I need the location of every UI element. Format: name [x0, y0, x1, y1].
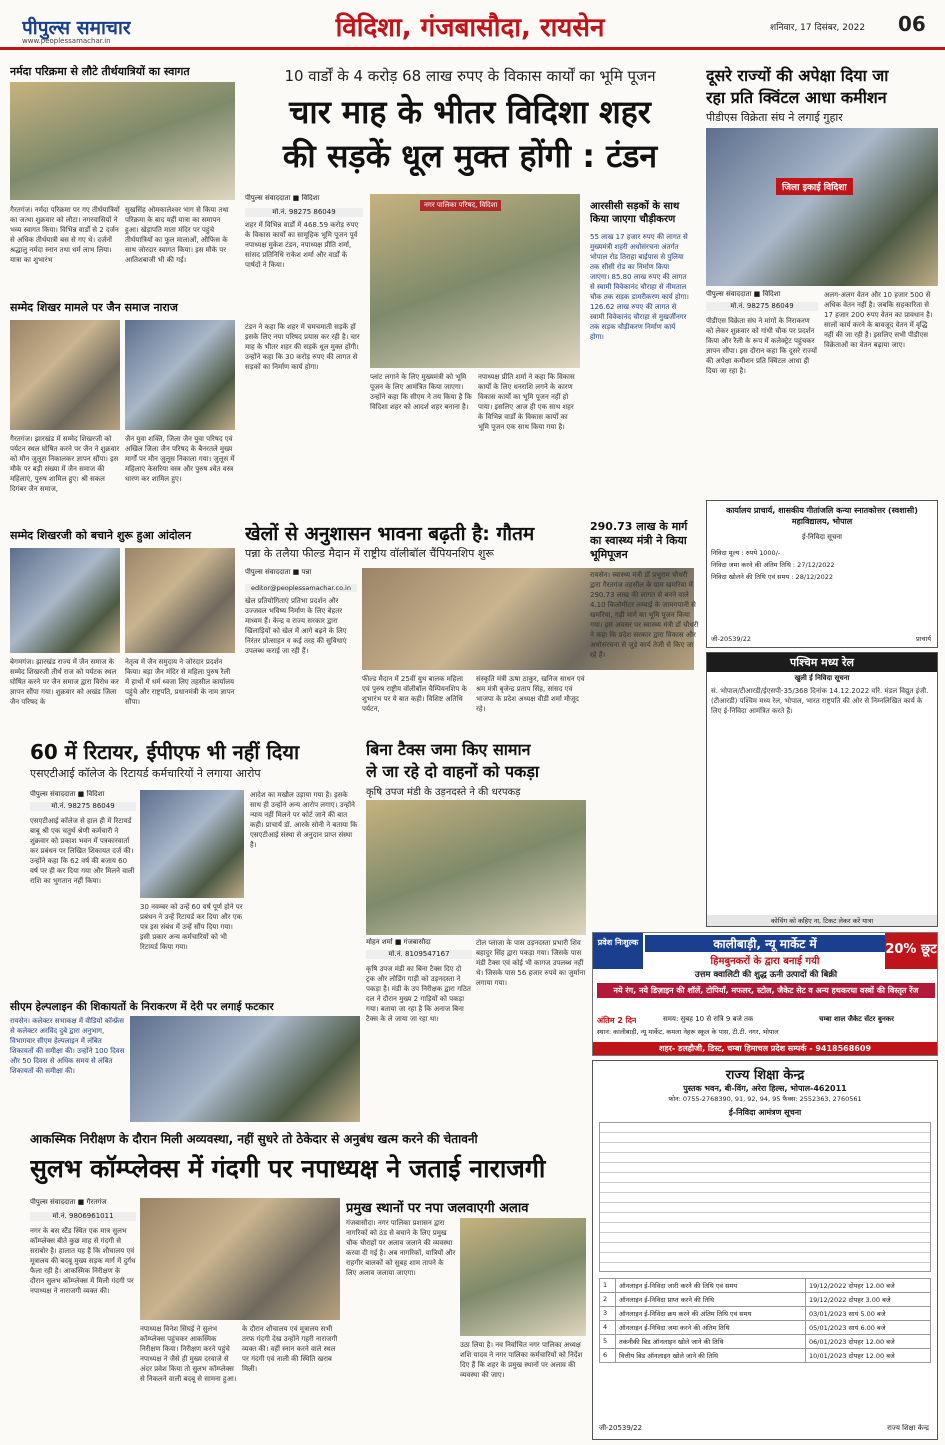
ad1-item-1: निविदा मूल्य : रुपये 1000/-: [711, 549, 781, 557]
ad4-cell-no: 2: [600, 1293, 616, 1306]
ad4-schedule-table: [599, 1278, 931, 1363]
sports-byline-name: पीपुल्स संवाददाता: [245, 568, 291, 576]
ad4-cell-desc: तकनीकी बिड ऑनलाइन खोले जाने की तिथि: [616, 1335, 806, 1348]
s2-body: गैरतगंज। झारखंड में सम्मेद शिखरजी को पर्यटन स्थल घोषित करने पर जैन ने शुक्रवार को मौन जुलूस निकालकर ज्ञापन सौंपा। इस मौके पर बड़ी संख्या में जैन समाज की महिलाएं, पुरुष शामिल हुए। श्री सकल दिगंबर जैन समाज,: [10, 435, 120, 493]
tax-headline-1: बिना टैक्स जमा किए सामान: [366, 740, 531, 759]
ret-headline: 60 में रिटायर, ईपीएफ भी नहीं दिया: [30, 740, 300, 764]
ad4-cell-desc: वित्तीय बिड ऑनलाइन खोले जाने की तिथि: [616, 1349, 806, 1362]
sports-kicker: पन्ना के तलैया फील्ड मैदान में राष्ट्रीय वॉलीबॉल चैंपियनशिप शुरू: [245, 547, 494, 560]
lead-body-1: शहर में विभिन्न वार्डों में 468.59 करोड़ रुपए के विकास कार्यों का सामूहिक भूमि पूजन पूर्व नपाध्यक्ष मुकेश टंडन, नपाध्यक्ष प्रीति शर्मा, सांसद प्रतिनिधि राकेश शर्मा और वार्डों के पार्षदों ने किया।: [245, 221, 359, 269]
ad4-notice: ई-निविदा आमंत्रण सूचना: [728, 1108, 802, 1117]
bottom-kicker: आकस्मिक निरीक्षण के दौरान मिली अव्यवस्था, नहीं सुधरे तो ठेकेदार से अनुबंध खत्म करने की चेतावनी: [30, 1132, 478, 1146]
bottom-body-3: के दौरान शौचालय एवं मूत्रालय सभी तरफ गंदगी देख उन्होंने गहरी नाराजगी व्यक्त की। वहीं स्नान करने वाले स्थल पर गंदगी एवं नाली की स्थिति खराब मिली।: [242, 1325, 338, 1373]
lead-byline: पीपुल्स संवाददाता ■ विदिशा: [245, 194, 320, 202]
paper-logo: पीपुल्स समाचार: [22, 17, 131, 39]
ret-byline-place: विदिशा: [86, 790, 105, 798]
alav-headline: प्रमुख स्थानों पर नपा जलवाएगी अलाव: [346, 1201, 529, 1216]
tax-byline-name: मोहन शर्मा: [366, 938, 393, 946]
masthead: [0, 0, 945, 50]
right1-kicker: पीडीएस विक्रेता संघ ने लगाई गुहार: [706, 111, 843, 124]
side1-body: 55 लाख 17 हजार रुपए की लागत से मुख्यमंत्री शहरी अधोसंरचना अंतर्गत भोपाल रोड तिराहा बाईपास से पुलिया तक सीसी रोड का निर्माण किया जाएगा। 85.80 लाख रुपए की लागत से स्वामी विवेकानंद चौराहा से नीमताल चौक तक सड़क डामरीकरण कार्य होगा। 126.62 लाख रुपए की लागत से स्वामी विवेकानंद चौराहा से मुखर्जीनगर तक सड़क चौड़ीकरण निर्माण कार्य होगा।: [590, 233, 689, 341]
ad4-cell-no: 6: [600, 1349, 616, 1362]
ad4-table-text-block: [599, 1122, 931, 1272]
lead-body-2: टंडन ने कहा कि शहर में चमचमाती सड़कें हों इसके लिए नया परिषद प्रयास कर रही है। चार माह के भीतर शहर की सड़कें धूल मुक्त होंगी। उन्होंने कहा कि 30 करोड़ रुपए की लागत से सड़कों का निर्माण कार्य होगा।: [245, 323, 360, 371]
ad3-wool-sale: [592, 932, 938, 1056]
ad1-item-2: निविदा जमा करने की अंतिम तिथि : 27/12/2022: [711, 561, 835, 569]
ad4-tender-notice: [592, 1060, 938, 1440]
ad1-item-3: निविदा खोलने की तिथि एवं समय : 28/12/2022: [711, 573, 834, 581]
lead-byline-place: विदिशा: [301, 194, 320, 202]
lead-mobile: मो.नं. 98275 86049: [245, 208, 363, 217]
sports-body-2: फील्ड मैदान में 25वीं युथ बालक महिला एवं पुरुष राष्ट्रीय वॉलीबॉल चैम्पियनशिप के शुभारंभ पर ये बात कही। विशिष्ट अतिथि पर्यटन,: [362, 675, 467, 713]
ret-byline: पीपुल्स संवाददाता ■ विदिशा: [30, 790, 105, 798]
bottom-mobile: मो.नं. 9806961011: [30, 1212, 136, 1221]
ret-body: एसएटीआई कॉलेज से हाल ही में रिटायर्ड बाबू श्री एक चतुर्थ श्रेणी कर्मचारी ने शुक्रवार को प्रकाश भवन में पत्रकारवार्ता कर प्रबंधन पर लिखित शिकायत दर्ज की। उन्होंने कहा कि 62 वर्ष की बजाय 60 वर्ष पर ही कर दिया गया और मिलने वाली राशि का भुगतान नहीं किया।: [30, 817, 135, 885]
ad4-cell-desc: ऑनलाइन ई-निविदा क्रय करने की अंतिम तिथि एवं समय: [616, 1307, 806, 1320]
ad2-railway-notice: [706, 652, 938, 927]
ad4-cell-no: 5: [600, 1335, 616, 1348]
ad4-sign: राज्य शिक्षा केन्द्र: [887, 1424, 929, 1432]
ad4-cell-no: 3: [600, 1307, 616, 1320]
ad4-cell-desc: ऑनलाइन ई-निविदा जमा करने की अंतिम तिथि: [616, 1321, 806, 1334]
s1-photo: [10, 82, 235, 200]
ad2-body: सं. भोपाल/टीआरडी/ईएसपी-35/368 दिनांक 14.12.2022 वरि. मंडल विद्युत इंजी. (टीआरडी) पश्चिम मध्य रेल, भोपाल, भारत राष्ट्रपति की ओर से निम्नलिखित कार्य के लिए ई-निविदा आमंत्रित करते हैं।: [711, 687, 929, 715]
ad3-title: कालीबाड़ी, न्यू मार्केट में: [645, 935, 885, 952]
ad1-sign: प्राचार्य: [916, 635, 931, 643]
s3-photo-2: [125, 548, 235, 653]
alav-body-2: उठा लिया है। नव निर्वाचित नगर पालिका अध्यक्ष शशि यादव ने नगर पालिका कर्मचारियों को निर्देश दिए हैं कि शहर के प्रमुख स्थानों पर अलाव की व्यवस्था की जाए।: [460, 1341, 583, 1379]
ad4-cell-date: 06/01/2023 दोपहर 12.00 बजे: [809, 1338, 895, 1346]
s1-title: नर्मदा परिक्रमा से लौटे तीर्थयात्रियों का स्वागत: [10, 65, 190, 78]
ad1-college-name: कार्यालय प्राचार्य, शासकीय गीतांजलि कन्या स्नातकोत्तर (स्वशासी) महाविद्यालय, भोपाल: [726, 506, 918, 526]
ad4-cell-desc: ऑनलाइन ई-निविदा प्राप्त करने की तिथि: [616, 1293, 806, 1306]
sports-body: खेल प्रतियोगिताएं प्रतिभा प्रदर्शन और उज्जवल भविष्य निर्माण के लिए बेहतर माध्यम हैं। केन्द्र व राज्य सरकार द्वारा खिलाड़ियों को खेल में आगे बढ़ने के लिए निरंतर प्रोत्साहन व कई तरह की सुविधाएं उपलब्ध कराई जा रही हैं।: [245, 597, 347, 655]
alav-photo: [460, 1218, 586, 1336]
right1-mobile: मो.नं. 98275 86049: [706, 302, 818, 311]
ad4-row: [600, 1293, 930, 1307]
ad3-badge-1: प्रवेश निःशुल्क: [593, 933, 643, 969]
ad4-row: [600, 1279, 930, 1293]
ad2-sub: खुली ई निविदा सूचना: [794, 674, 850, 682]
section-title: विदिशा, गंजबासौदा, रायसेन: [335, 13, 605, 43]
ret-kicker: एसएटीआई कॉलेज के रिटायर्ड कर्मचारियों ने लगाया आरोप: [30, 767, 261, 780]
ad4-phone: फोन: 0755-2768390, 91, 92, 94, 95 फैक्स: 2552363, 2760561: [668, 1095, 862, 1103]
right1-byline: पीपुल्स संवाददाता ■ विदिशा: [706, 290, 781, 298]
ret-photo: [140, 790, 244, 898]
ad4-cell-date: 05/01/2023 सायं 6.00 बजे: [809, 1324, 886, 1332]
lead-photo: [370, 194, 580, 368]
right1-byline-name: पीपुल्स संवाददाता: [706, 290, 752, 298]
right1-byline-place: विदिशा: [762, 290, 781, 298]
lead-headline-2: की सड़कें धूल मुक्त होंगी : टंडन: [282, 137, 658, 175]
ad3-phone: शहर- डलहौजी, डिस्ट, चम्बा हिमाचल प्रदेश सम्पर्क - 9418568609: [593, 1042, 937, 1055]
tax-headline-2: ले जा रहे दो वाहनों को पकड़ा: [366, 762, 540, 781]
bottom-headline: सुलभ कॉम्प्लेक्स में गंदगी पर नपाध्यक्ष ने जताई नाराजगी: [30, 1154, 546, 1183]
ret-byline-name: पीपुल्स संवाददाता: [30, 790, 76, 798]
ad4-ref: जी-20539/22: [599, 1424, 643, 1432]
s2-photo-2: [125, 320, 235, 430]
lead-kicker: 10 वार्डों के 4 करोड़ 68 लाख रुपए के विकास कार्यों का भूमि पूजन: [284, 67, 656, 85]
lead-body-4: नपाध्यक्ष प्रीति शर्मा ने कहा कि विकास कार्यों के लिए धनराशि लगने के कारण विकास कार्यों का भूमि पूजन नहीं हो पाया। इसलिए आज ही एक साथ शहर के विभिन्न वार्डों के विकास कार्यों का भूमि पूजन एक साथ किया गया है।: [478, 373, 575, 431]
s3-title: सम्मेद शिखरजी को बचाने शुरू हुआ आंदोलन: [10, 529, 192, 542]
s2-body2: जैन युवा शक्ति, जिला जैन युवा परिषद एवं अखिल जिला जैन परिषद के बैनरतले मुख्य मार्गों पर मौन जुलूस निकाला गया। जुलूस में महिलाएं केसरिया वस्त्र और पुरुष श्वेत वस्त्र धारण कर शामिल हुए।: [125, 435, 235, 483]
ret-body-2: 30 नवम्बर को उन्हें 60 वर्ष पूर्ण होने पर प्रबंधन ने उन्हें रिटायर्ड कर दिया और एक पत्र इस संबंध में उन्हें सौंप दिया गया। इसी प्रकार अन्य कर्मचारियों को भी रिटायर्ड किया गया।: [140, 903, 243, 951]
ad3-items: नये रंग, नये डिज़ाइन की शॉलें, टोपियाँ, मफलर, स्टोल, जैकेट सेट व अन्य हथकरघा वस्त्रों की विस्तृत रेंज: [597, 983, 935, 998]
ad4-row: [600, 1307, 930, 1321]
s1-body: गैरतगंज। नर्मदा परिक्रमा पर गए तीर्थयात्रियों का जत्था शुक्रवार को लौटा। नगरवासियों ने भव्य स्वागत किया। विभिन्न वार्डों से 2 दर्जन से अधिक तीर्थयात्री बस से गए थे। दर्जनों श्रद्धालु नर्मदा स्नान तथा धर्म लाभ लिया। यात्रा का शुभारंभ: [10, 206, 120, 264]
cm-headline: सीएम हेल्पलाइन की शिकायतों के निराकरण में देरी पर लगाई फटकार: [10, 1001, 274, 1013]
tax-body-2: टोल प्लाजा के पास उड़नदस्ता प्रभारी शिव बहादुर सिंह द्वारा पकड़ा गया। जिसके पास मंडी टैक्स एवं कोई भी कागज उपलब्ध नहीं थे। जिसके पास 56 हजार रुपये का जुर्माना लगाया गया।: [476, 939, 586, 987]
s1-body2: सुखसिंह ओमकालेश्वर भाग से किया तथा परिक्रमा के बाद यहीं यात्रा का समापन हुआ। खेड़ापति माता मंदिर पर पहुंचे तीर्थयात्रियों का फूल मालाओं, औफिस के साथ जोरदार स्वागत किया। इस मौके पर आतिशबाजी भी की गई।: [125, 206, 229, 264]
page-number: 06: [898, 12, 926, 36]
side1-title: आरसीसी सड़कों के साथ किया जाएगा चौड़ीकरण: [590, 201, 680, 225]
site-url: www.peoplessamachar.in: [22, 37, 111, 45]
bottom-byline-place: गैरतगंज: [86, 1198, 107, 1206]
ret-mobile: मो.नं. 98275 86049: [30, 802, 136, 811]
cm-photo: [130, 1016, 360, 1122]
ad4-cell-date: 10/01/2023 दोपहर 12.00 बजे: [809, 1352, 895, 1360]
ad1-ref: जी-20539/22: [711, 635, 751, 643]
bottom-byline: पीपुल्स संवाददाता ■ गैरतगंज: [30, 1198, 107, 1206]
tax-kicker: कृषि उपज मंडी के उड़नदस्ते ने की धरपकड़: [366, 787, 521, 798]
tax-mobile: मो.नं. 8109547167: [366, 950, 472, 959]
lead-headline-1: चार माह के भीतर विदिशा शहर: [289, 93, 651, 131]
right1-body-2: अलग-अलग वेतन और 10 हजार 500 से अधिक वेतन नहीं है। जबकि सहकारिता से 17 हजार 200 रुपए वेतन का प्रावधान है। सालों कार्य करने के बावजूद वेतन में वृद्धि नहीं की जा रही है। इसलिए सभी पीडीएस विक्रेताओं का वेतन बढ़ाया जाए।: [824, 291, 933, 349]
ad4-row: [600, 1335, 930, 1349]
s3-body: बेगमगंज। झारखंड राज्य में जैन समाज के सम्मेद शिखरजी तीर्थ राज को पर्यटक स्थल घोषित करने पर जैन समाज द्वारा विरोध कर ज्ञापन सौंपा गया। शुक्रवार को अखंड जिला जैन परिषद के: [10, 658, 119, 706]
ad2-footer: कोचिंग को कहिए ना, टिकट लेकर करें यात्रा: [707, 915, 937, 926]
ad4-cell-no: 1: [600, 1279, 616, 1292]
ad3-sub: हिमबुनकरों के द्वारा बनाई गयी: [710, 956, 820, 967]
sports-headline: खेलों से अनुशासन भावना बढ़ती है: गौतम: [245, 523, 535, 545]
ad4-cell-date: 03/01/2023 सायं 5.00 बजे: [809, 1310, 886, 1318]
s2-photo-1: [10, 320, 120, 430]
s2-title: सम्मेद शिखर मामले पर जैन समाज नाराज: [10, 301, 178, 314]
ad3-badge-2: 20% छूट: [885, 933, 937, 969]
lead-photo-banner: नगर पालिका परिषद, विदिशा: [420, 200, 501, 211]
ad3-time: समय: सुबह 10 से रात्रि 9 बजे तक: [663, 1015, 754, 1023]
right1-headline-1: दूसरे राज्यों की अपेक्षा दिया जा: [706, 66, 889, 85]
tax-byline-place: गंजबासौदा: [403, 938, 431, 946]
bottom-body-2: नपाध्यक्ष विनेश सिंघई ने सुलभ कॉम्प्लेक्स पहुंचकर आकस्मिक निरीक्षण किया। निरीक्षण करने पहुंचे नपाध्यक्ष ने जैसे ही मुख्य दरवाजे से अंदर प्रवेश किया तो सुलभ कॉम्प्लेक्स से निकलने वाली बदबू से सामना हुआ।: [140, 1325, 237, 1383]
sports-body-3: संस्कृति मंत्री ऊषा ठाकुर, खनिज साधन एवं श्रम मंत्री बृजेन्द्र प्रताप सिंह, सांसद एवं भाजपा के प्रदेश अध्यक्ष वीडी शर्मा मौजूद रहे।: [476, 675, 585, 713]
sports-byline: पीपुल्स संवाददाता ■ पन्ना: [245, 568, 312, 576]
bottom-body: नगर के बस स्टैंड स्थित एक मात्र सुलभ कॉम्प्लेक्स बीते कुछ माह से गंदगी से सराबोर है। हालात यह हैं कि शौचालय एवं मूत्रालय की बदबू मुख्य सड़क मार्ग में दुर्गंध फैला रही है। आकस्मिक निरीक्षण के दौरान सुलभ कॉम्प्लेक्स में मिली गंदगी पर नपाध्यक्ष ने नाराजगी व्यक्त की।: [30, 1227, 136, 1295]
ad3-addr: स्थान: कालीबाड़ी, न्यू मार्केट, कमला नेहरू स्कूल के पास, टी.टी. नगर, भोपाल: [597, 1028, 779, 1036]
issue-date: शनिवार, 17 दिसंबर, 2022: [770, 23, 866, 33]
ad3-org: चम्बा शाल जैकेट सेंटर बुनकर: [819, 1015, 894, 1023]
ad2-title: पश्चिम मध्य रेल: [707, 653, 937, 672]
right1-headline-2: रहा प्रति क्विंटल आधा कमीशन: [706, 88, 887, 107]
right1-photo: [706, 128, 938, 286]
ad3-sub-2: उत्तम क्वालिटी की शुद्ध ऊनी उत्पादों की बिक्री: [694, 970, 838, 980]
ad4-cell-date: 19/12/2022 दोपहर 12.00 बजे: [809, 1282, 895, 1290]
ad4-cell-no: 4: [600, 1321, 616, 1334]
tax-photo: [366, 800, 586, 935]
ad4-cell-date: 19/12/2022 दोपहर 3.00 बजे: [809, 1296, 891, 1304]
right1-photo-banner: जिला इकाई विदिशा: [776, 178, 853, 195]
ad4-cell-desc: ऑनलाइन ई-निविदा जारी करने की तिथि एवं समय: [616, 1279, 806, 1292]
ad4-addr: पुस्तक भवन, बी-विंग, अरेरा हिल्स, भोपाल-462011: [683, 1084, 847, 1093]
lead-byline-name: पीपुल्स संवाददाता: [245, 194, 291, 202]
sports-email: editor@peoplessamachar.co.in: [245, 584, 357, 592]
sports-byline-place: पन्ना: [301, 568, 312, 576]
alav-body: गंजबासौदा। नगर पालिका प्रशासन द्वारा नागरिकों को ठंड से बचाने के लिए प्रमुख चौक चौराहों पर अलाव जलाने की व्यवस्था करवा दी गई है। अब नागरिकों, यात्रियों और राहगीर बालकों को सुबह शाम तापने के लिए अलाव जलाया जाएगा।: [346, 1219, 456, 1277]
ad1-college-notice: [706, 500, 938, 648]
s3-photo-1: [10, 548, 120, 653]
ad3-last-days: अंतिम 2 दिन: [597, 1016, 637, 1025]
lead-body-3: प्लांट लगाने के लिए मुख्यमंत्री को भूमि पूजन के लिए आमंत्रित किया जाएगा। उन्होंने कहा कि सीएम ने तय किया है कि विदिशा शहर को आदर्श शहर बनाना है।: [370, 373, 472, 411]
ret-body-3: आदेश का मखौल उड़ाया गया है। इसके साथ ही उन्होंने अन्य आरोप लगाए। उन्होंने न्याय नहीं मिलने पर कोर्ट जाने की बात कही। प्राचार्य डॉ. आरके सोनी ने बताया कि एसएटीआई संस्था से अनुदान प्राप्त संस्था है।: [250, 791, 358, 849]
bottom-byline-name: पीपुल्स संवाददाता: [30, 1198, 76, 1206]
health-headline: 290.73 लाख के मार्ग का स्वास्थ्य मंत्री ने किया भूमिपूजन: [590, 520, 688, 561]
s3-body2: नेतृत्व में जैन समुदाय ने जोरदार प्रदर्शन किया। बड़ा जैन मंदिर से महिला पुरुष रैली में हाथों में धर्म ध्वजा लिए तहसील कार्यालय पहुंचे और राष्ट्रपति, प्रधानमंत्री के नाम ज्ञापन सौंपा।: [125, 658, 235, 706]
ad4-row: [600, 1349, 930, 1363]
tax-body: कृषि उपज मंडी का बिना टैक्स दिए दो ट्रक और लोडिंग गाड़ी को उड़नदस्ता ने पकड़ा है। मंडी के उप निरीक्षक द्वारा गठित दल ने दौरान मुख्य 2 गाड़ियों को पकड़ा गया। बताया जा रहा है कि अनाज बिना टैक्स के ले जाया जा रहा था।: [366, 965, 471, 1023]
tax-byline: मोहन शर्मा ■ गंजबासौदा: [366, 938, 431, 946]
bottom-photo: [140, 1198, 340, 1320]
ad4-title: राज्य शिक्षा केन्द्र: [725, 1068, 805, 1083]
cm-body: रायसेन। कलेक्टर सभाकक्ष में वीडियो कॉन्फ्रेंस से कलेक्टर अरविंद दुबे द्वारा अनुभाग, विभागवार सीएम हेल्पलाइन में लंबित शिकायतों की समीक्षा की। उन्होंने 100 दिवस और 50 दिवस से अधिक समय से लंबित शिकायतों की समीक्षा की।: [10, 1017, 125, 1075]
ad1-notice-title: ई-निविदा सूचना: [802, 533, 842, 541]
health-body: रायसेन। स्वास्थ्य मंत्री डॉ प्रभुराम चौधरी द्वारा गैरतगंज तहसील के ग्राम खमरिया में 290.73 लाख की लागत से बनने वाले 4.10 किलोमीटर लम्बाई के जामगपानी से खमरिया, गढ़ी मार्ग का भूमि पूजन किया गया। इस अवसर पर स्वास्थ्य मंत्री डॉ चौधरी ने कहा कि प्रदेश सरकार द्वारा विकास और अधोसंरचना से जुड़े कार्य तेजी से किए जा रहे हैं।: [590, 571, 699, 659]
right1-body: पीडीएस विक्रेता संघ ने मांगों के निराकरण को लेकर शुक्रवार को गांधी चौक पर प्रदर्शन किया और रैली के रूप में कलेक्ट्रेट पहुंचकर ज्ञापन सौंपा। इस दौरान कहा कि दूसरे राज्यों की अपेक्षा कमीशन प्रति क्विंटल आधा ही दिया जा रहा है।: [706, 317, 817, 375]
ad4-row: [600, 1321, 930, 1335]
